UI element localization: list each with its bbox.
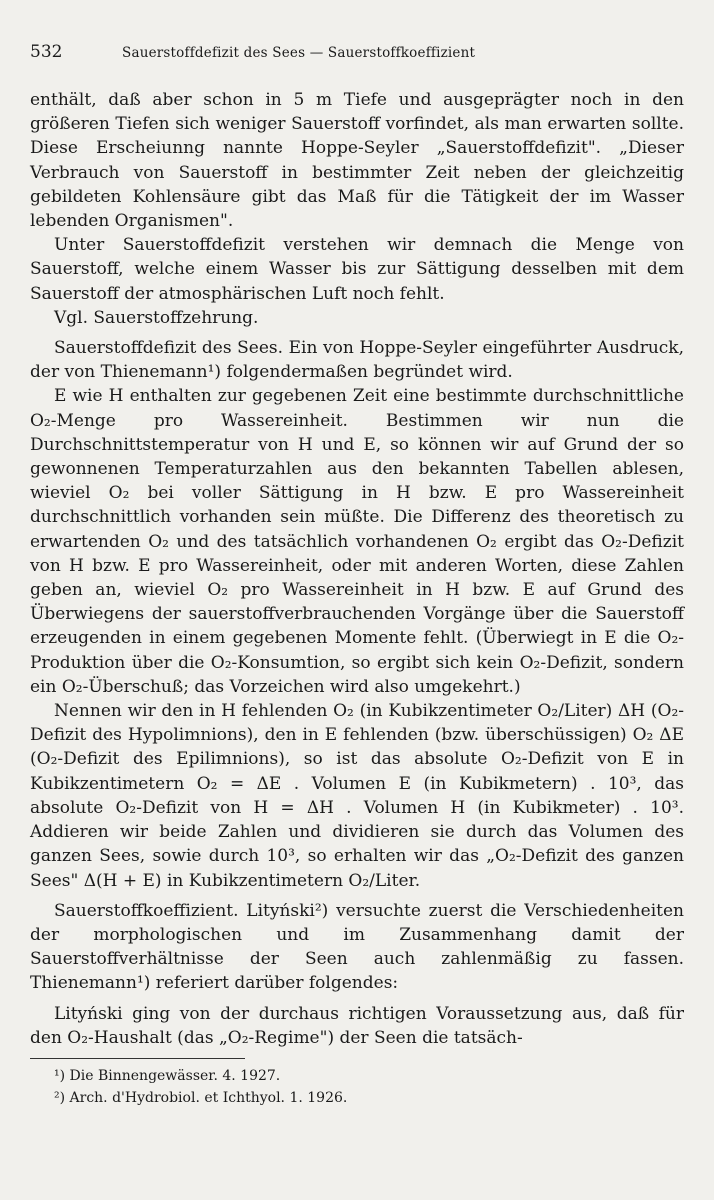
body-text [30,88,684,1050]
running-title: Sauerstoffdefizit des Sees — Sauerstoffkoeffizient [122,45,476,61]
paragraph-8: Lityński ging von der durchaus richtigen Voraussetzung aus, daß für den O₂-Haushalt (das „O₂-Regime") der Seen die tatsäch- [30,1003,684,1048]
footnote-1: ¹) Die Binnengewässer. 4. 1927. [54,1067,281,1084]
paragraph-2: Unter Sauerstoffdefizit verstehen wir demnach die Menge von Sauerstoff, welche einem Wasser bis zur Sättigung desselben mit dem Sauerstoff der atmosphärischen Luft noch fehlt. [30,235,684,304]
paragraph-6: Nennen wir den in H fehlenden O₂ (in Kubikzentimeter O₂/Liter) ΔH (O₂-Defizit des Hypolimnions), den in E fehlenden (bzw. überschüssigen) O₂ ΔE (O₂-Defizit des Epilimnions), so ist das absolute O₂-Defizit von E in Kubikzentimetern O₂ = ΔE . Volumen E (in Kubikmetern) . 10³, das absolute O₂-Defizit von H = ΔH . Volumen H (in Kubikmeter) . 10³. Addieren wir beide Zahlen und dividieren sie durch das Volumen des ganzen Sees, sowie durch 10³, so erhalten wir das „O₂-Defizit des ganzen Sees" Δ(H + E) in Kubikzentimetern O₂/Liter. [30,701,684,891]
entry-sauerstoffkoeffizient: Sauerstoffkoeffizient. Lityński²) versuchte zuerst die Verschiedenheiten der morphologischen und im Zusammenhang damit der Sauerstoffverhältnisse der Seen auch zahlenmäßig zu fassen. Thienemann¹) referiert darüber folgendes: [30,900,684,994]
entry-sauerstoffdefizit-des-sees: Sauerstoffdefizit des Sees. Ein von Hoppe-Seyler eingeführter Ausdruck, der von Thienemann¹) folgendermaßen begründet wird. [30,338,684,383]
page-number: 532 [30,42,63,62]
paragraph-3: Vgl. Sauerstoffzehrung. [54,307,259,328]
footnotes [30,1065,684,1109]
footnote-divider [30,1058,245,1059]
page-header [30,42,684,62]
paragraph-5: E wie H enthalten zur gegebenen Zeit eine bestimmte durchschnittliche O₂-Menge pro Wassereinheit. Bestimmen wir nun die Durchschnittstemperatur von H und E, so können wir auf Grund der so gewonnenen Temperaturzahlen aus den bekannten Tabellen ablesen, wieviel O₂ bei voller Sättigung in H bzw. E pro Wassereinheit durchschnittlich vorhanden sein müßte. Die Differenz des theoretisch zu erwartenden O₂ und des tatsächlich vorhandenen O₂ ergibt das O₂-Defizit von H bzw. E pro Wassereinheit, oder mit anderen Worten, diese Zahlen geben an, wieviel O₂ pro Wassereinheit in H bzw. E auf Grund des Überwiegens der sauerstoffverbrauchenden Vorgänge über die Sauerstoff erzeugenden in einem gegebenen Momente fehlt. (Überwiegt in E die O₂-Produktion über die O₂-Konsumtion, so ergibt sich kein O₂-Defizit, sondern ein O₂-Überschuß; das Vorzeichen wird also umgekehrt.) [30,386,684,697]
paragraph-1: enthält, daß aber schon in 5 m Tiefe und ausgeprägter noch in den größeren Tiefen sich weniger Sauerstoff vorfindet, als man erwarten sollte. Diese Erscheiunng nannte Hoppe-Seyler „Sauerstoffdefizit". „Dieser Verbrauch von Sauerstoff in bestimmter Zeit neben der gleichzeitig gebildeten Kohlensäure gibt das Maß für die Tätigkeit der im Wasser lebenden Organismen". [30,90,684,232]
footnote-2: ²) Arch. d'Hydrobiol. et Ichthyol. 1. 1926. [54,1089,348,1106]
